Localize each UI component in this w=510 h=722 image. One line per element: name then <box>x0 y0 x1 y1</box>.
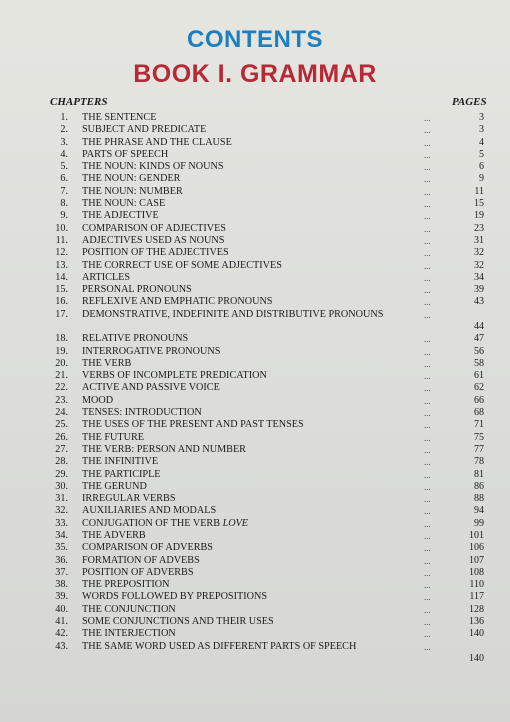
chapter-title-text: CONJUGATION OF THE VERB <box>82 517 223 529</box>
book-title: BOOK I. GRAMMAR <box>133 60 377 88</box>
chapter-title-text: THE USES OF THE PRESENT AND PAST TENSES <box>82 419 304 431</box>
chapter-title <box>82 469 412 481</box>
chapter-title-text: THE NOUN: CASE <box>82 198 166 210</box>
toc-row <box>0 260 510 272</box>
toc-row <box>0 567 510 579</box>
toc-row <box>0 407 510 419</box>
chapter-title <box>82 198 412 210</box>
page-number: 136 <box>469 616 484 628</box>
chapter-number: 30. <box>55 480 68 492</box>
page-number: 117 <box>469 591 484 603</box>
page-number: 34 <box>474 271 484 283</box>
toc-row <box>0 530 510 542</box>
leader-dots: ... <box>424 531 431 541</box>
chapter-number: 25. <box>55 419 68 431</box>
toc-row <box>0 247 510 259</box>
chapter-number: 36. <box>55 554 68 566</box>
toc-row <box>0 456 510 468</box>
chapter-number: 5. <box>60 161 68 173</box>
chapter-title <box>82 419 412 431</box>
leader-dots: ... <box>424 309 431 320</box>
leader-dots: ... <box>424 408 431 419</box>
page-number: 23 <box>474 222 484 234</box>
toc-row <box>0 346 510 358</box>
chapter-title <box>82 567 412 579</box>
leader-dots: ... <box>424 371 431 382</box>
chapter-title-text: THE NOUN: NUMBER <box>82 185 183 197</box>
chapter-title-text: THE VERB <box>82 357 132 369</box>
chapter-number: 14. <box>55 271 68 283</box>
chapter-number: 3. <box>60 136 68 148</box>
leader-dots: ... <box>424 358 431 369</box>
chapter-title-text: THE INFINITIVE <box>82 456 159 468</box>
chapter-number: 27. <box>55 443 68 455</box>
toc-row <box>0 555 510 567</box>
chapter-number: 9. <box>60 210 68 222</box>
chapter-title <box>82 628 412 640</box>
chapter-title <box>82 284 412 296</box>
leader-dots: ... <box>424 629 431 640</box>
leader-dots: ... <box>424 641 431 652</box>
chapter-title-text: THE ADJECTIVE <box>82 210 159 222</box>
chapter-title-text: COMPARISON OF ADVERBS <box>82 542 213 554</box>
leader-dots: ... <box>424 469 431 480</box>
chapter-number: 10. <box>55 222 68 234</box>
chapter-title-text: THE FUTURE <box>82 431 144 443</box>
toc-row <box>0 124 510 136</box>
toc-row <box>0 284 510 296</box>
chapter-number: 1. <box>60 112 68 123</box>
chapter-title <box>82 137 412 149</box>
leader-dots: ... <box>424 395 431 406</box>
toc-row <box>0 112 510 124</box>
chapter-number: 13. <box>55 259 68 271</box>
chapter-title-text: ACTIVE AND PASSIVE VOICE <box>82 382 220 394</box>
toc-row <box>0 137 510 149</box>
chapter-title <box>82 505 412 517</box>
chapter-number: 11. <box>55 234 68 246</box>
chapter-title <box>82 358 412 370</box>
toc-row <box>0 370 510 382</box>
leader-dots: ... <box>424 592 431 603</box>
chapter-number: 41. <box>55 616 68 628</box>
toc-row <box>0 161 510 173</box>
toc-row <box>0 469 510 481</box>
chapter-title-text: AUXILIARIES AND MODALS <box>82 505 217 517</box>
chapter-title <box>82 112 412 124</box>
chapter-number: 26. <box>55 431 68 443</box>
toc-row <box>0 591 510 603</box>
leader-dots: ... <box>424 186 431 197</box>
toc-row <box>0 223 510 235</box>
page-number: 61 <box>474 370 484 382</box>
toc-row <box>0 149 510 161</box>
leader-dots: ... <box>424 506 431 517</box>
toc-row <box>0 579 510 591</box>
chapter-title <box>82 161 412 173</box>
chapter-number: 6. <box>60 173 68 185</box>
chapter-title <box>82 493 412 505</box>
page-number: 9 <box>479 173 484 185</box>
toc-row <box>0 186 510 198</box>
chapter-title <box>82 432 412 444</box>
leader-dots: ... <box>424 235 431 246</box>
page-number: 5 <box>479 148 484 160</box>
leader-dots: ... <box>424 297 431 308</box>
page-number: 71 <box>474 419 484 431</box>
chapter-number: 43. <box>55 640 68 652</box>
leader-dots: ... <box>424 346 431 357</box>
page-number: 128 <box>469 603 484 615</box>
chapter-title-text: POSITION OF ADVERBS <box>82 566 194 578</box>
page-number: 108 <box>469 566 484 578</box>
pages-heading: PAGES <box>452 96 487 108</box>
page-number: 3 <box>479 124 484 136</box>
leader-dots: ... <box>424 272 431 283</box>
page-number: 4 <box>479 136 484 148</box>
chapter-title <box>82 124 412 136</box>
page-number: 39 <box>474 284 484 296</box>
chapter-title-text: COMPARISON OF ADJECTIVES <box>82 222 226 234</box>
chapter-title-text: MOOD <box>82 394 114 406</box>
toc-row <box>0 235 510 247</box>
page-number: 75 <box>474 431 484 443</box>
page-number: 32 <box>474 247 484 259</box>
page-number: 88 <box>474 493 484 505</box>
chapter-title <box>82 370 412 382</box>
page-number: 107 <box>469 554 484 566</box>
page-number: 15 <box>474 198 484 210</box>
chapter-number: 42. <box>55 628 68 640</box>
toc-row <box>0 481 510 493</box>
chapter-title <box>82 346 412 358</box>
leader-dots: ... <box>424 481 431 492</box>
toc-row <box>0 493 510 505</box>
toc-row <box>0 542 510 554</box>
chapter-title-text: THE ADVERB <box>82 530 146 541</box>
page-number: 6 <box>479 161 484 173</box>
chapter-title-text: THE SAME WORD USED AS DIFFERENT PARTS OF SPEECH <box>82 640 357 652</box>
table-of-contents <box>0 112 510 665</box>
page-number: 140 <box>469 628 484 640</box>
leader-dots: ... <box>424 555 431 566</box>
chapter-title <box>82 395 412 407</box>
chapter-title-text: THE SENTENCE <box>82 112 157 123</box>
chapter-number: 31. <box>55 493 68 505</box>
chapter-number: 21. <box>55 370 68 382</box>
page-number: 32 <box>474 259 484 271</box>
chapter-number: 2. <box>60 124 68 136</box>
chapter-title <box>82 641 412 653</box>
chapter-title <box>82 309 412 321</box>
toc-row <box>0 309 510 334</box>
page-number: 11 <box>474 185 484 197</box>
chapter-title-text: FORMATION OF ADVEBS <box>82 554 200 566</box>
chapter-title-text: SOME CONJUNCTIONS AND THEIR USES <box>82 616 274 628</box>
page-number: 140 <box>469 652 484 664</box>
toc-row <box>0 419 510 431</box>
chapter-title-text: ARTICLES <box>82 271 131 283</box>
leader-dots: ... <box>424 604 431 615</box>
chapter-title <box>82 296 412 308</box>
leader-dots: ... <box>424 260 431 271</box>
chapter-number: 19. <box>55 345 68 357</box>
leader-dots: ... <box>424 248 431 259</box>
page-number: 101 <box>469 530 484 541</box>
leader-dots: ... <box>424 432 431 443</box>
chapter-title-text: WORDS FOLLOWED BY PREPOSITIONS <box>82 591 267 603</box>
chapter-title-text: THE CORRECT USE OF SOME ADJECTIVES <box>82 259 282 271</box>
page-number: 56 <box>474 345 484 357</box>
leader-dots: ... <box>424 285 431 296</box>
chapter-title <box>82 247 412 259</box>
toc-row <box>0 616 510 628</box>
chapter-title-text: THE NOUN: KINDS OF NOUNS <box>82 161 224 173</box>
chapter-title-text: INTERROGATIVE PRONOUNS <box>82 345 221 357</box>
chapter-number: 38. <box>55 579 68 591</box>
chapter-number: 32. <box>55 505 68 517</box>
leader-dots: ... <box>424 580 431 591</box>
leader-dots: ... <box>424 113 431 123</box>
chapter-number: 4. <box>60 148 68 160</box>
toc-row <box>0 382 510 394</box>
chapter-title <box>82 210 412 222</box>
leader-dots: ... <box>424 125 431 136</box>
chapter-title <box>82 579 412 591</box>
toc-row <box>0 210 510 222</box>
toc-row <box>0 518 510 530</box>
chapter-number: 22. <box>55 382 68 394</box>
chapter-title-text: TENSES: INTRODUCTION <box>82 407 202 419</box>
chapter-number: 16. <box>55 296 68 308</box>
chapter-title <box>82 186 412 198</box>
page-number: 68 <box>474 407 484 419</box>
chapter-title-text: THE GERUND <box>82 480 147 492</box>
chapter-number: 12. <box>55 247 68 259</box>
chapter-title <box>82 616 412 628</box>
toc-row <box>0 641 510 666</box>
chapter-title-text: REFLEXIVE AND EMPHATIC PRONOUNS <box>82 296 273 308</box>
toc-row <box>0 444 510 456</box>
leader-dots: ... <box>424 494 431 505</box>
chapter-title-text: THE PREPOSITION <box>82 579 170 591</box>
chapter-number: 29. <box>55 468 68 480</box>
chapter-title-text: ADJECTIVES USED AS NOUNS <box>82 234 225 246</box>
chapters-heading: CHAPTERS <box>50 96 108 108</box>
chapter-title <box>82 407 412 419</box>
chapter-title <box>82 542 412 554</box>
chapter-title <box>82 481 412 493</box>
page-number: 94 <box>474 505 484 517</box>
chapter-title-text: THE PARTICIPLE <box>82 468 161 480</box>
chapter-title-text: DEMONSTRATIVE, INDEFINITE AND DISTRIBUTIVE PRONOUNS <box>82 308 384 320</box>
contents-title: CONTENTS <box>187 26 323 53</box>
chapter-title <box>82 530 412 542</box>
chapter-title-text: RELATIVE PRONOUNS <box>82 333 189 345</box>
toc-row <box>0 628 510 640</box>
toc-row <box>0 432 510 444</box>
chapter-title-text: VERBS OF INCOMPLETE PREDICATION <box>82 370 267 382</box>
chapter-title <box>82 604 412 616</box>
page-number: 86 <box>474 480 484 492</box>
chapter-title <box>82 333 412 345</box>
chapter-title-text: THE VERB: PERSON AND NUMBER <box>82 443 246 455</box>
leader-dots: ... <box>424 444 431 455</box>
chapter-number: 39. <box>55 591 68 603</box>
leader-dots: ... <box>424 174 431 185</box>
chapter-title <box>82 591 412 603</box>
page-number: 66 <box>474 394 484 406</box>
chapter-title-text: PARTS OF SPEECH <box>82 148 169 160</box>
chapter-number: 35. <box>55 542 68 554</box>
page-number: 47 <box>474 333 484 345</box>
chapter-number: 33. <box>55 517 68 529</box>
page-number: 77 <box>474 443 484 455</box>
chapter-title-text: POSITION OF THE ADJECTIVES <box>82 247 229 259</box>
chapter-title <box>82 223 412 235</box>
toc-row <box>0 296 510 308</box>
leader-dots: ... <box>424 137 431 148</box>
chapter-title <box>82 272 412 284</box>
chapter-title <box>82 173 412 185</box>
chapter-title <box>82 518 412 530</box>
chapter-title <box>82 235 412 247</box>
leader-dots: ... <box>424 457 431 468</box>
chapter-title-text: THE PHRASE AND THE CLAUSE <box>82 136 232 148</box>
chapter-title-text: IRREGULAR VERBS <box>82 493 176 505</box>
toc-row <box>0 358 510 370</box>
chapter-number: 17. <box>55 308 68 320</box>
leader-dots: ... <box>424 162 431 173</box>
chapter-title <box>82 260 412 272</box>
leader-dots: ... <box>424 420 431 431</box>
chapter-number: 28. <box>55 456 68 468</box>
chapter-title <box>82 382 412 394</box>
chapter-title-text: THE NOUN: GENDER <box>82 173 181 185</box>
chapter-number: 23. <box>55 394 68 406</box>
page-number: 78 <box>474 456 484 468</box>
leader-dots: ... <box>424 334 431 345</box>
toc-row <box>0 333 510 345</box>
chapter-title <box>82 456 412 468</box>
page-number: 110 <box>469 579 484 591</box>
chapter-number: 18. <box>55 333 68 345</box>
toc-row <box>0 395 510 407</box>
page-number: 99 <box>474 517 484 529</box>
page-number: 44 <box>474 321 484 333</box>
chapter-title <box>82 444 412 456</box>
page-number: 81 <box>474 468 484 480</box>
chapter-title <box>82 149 412 161</box>
leader-dots: ... <box>424 211 431 222</box>
page-number: 43 <box>474 296 484 308</box>
chapter-number: 40. <box>55 603 68 615</box>
leader-dots: ... <box>424 149 431 160</box>
chapter-title-text: THE CONJUNCTION <box>82 603 176 615</box>
chapter-title-text: SUBJECT AND PREDICATE <box>82 124 207 136</box>
chapter-number: 20. <box>55 357 68 369</box>
page-number: 62 <box>474 382 484 394</box>
toc-row <box>0 505 510 517</box>
leader-dots: ... <box>424 617 431 628</box>
chapter-number: 24. <box>55 407 68 419</box>
page-number: 31 <box>474 234 484 246</box>
chapter-number: 34. <box>55 530 68 541</box>
leader-dots: ... <box>424 223 431 234</box>
leader-dots: ... <box>424 518 431 529</box>
page-number: 58 <box>474 357 484 369</box>
chapter-number: 15. <box>55 284 68 296</box>
chapter-title-text: PERSONAL PRONOUNS <box>82 284 192 296</box>
chapter-number: 37. <box>55 566 68 578</box>
leader-dots: ... <box>424 543 431 554</box>
toc-row <box>0 173 510 185</box>
leader-dots: ... <box>424 199 431 210</box>
toc-row <box>0 604 510 616</box>
chapter-title-text: THE INTERJECTION <box>82 628 176 640</box>
toc-row <box>0 272 510 284</box>
leader-dots: ... <box>424 383 431 394</box>
chapter-number: 7. <box>60 185 68 197</box>
page-number: 19 <box>474 210 484 222</box>
chapter-title <box>82 555 412 567</box>
chapter-number: 8. <box>60 198 68 210</box>
chapter-title-emphasis: LOVE <box>222 517 249 529</box>
toc-row <box>0 198 510 210</box>
page-number: 3 <box>479 112 484 123</box>
page-number: 106 <box>469 542 484 554</box>
leader-dots: ... <box>424 567 431 578</box>
